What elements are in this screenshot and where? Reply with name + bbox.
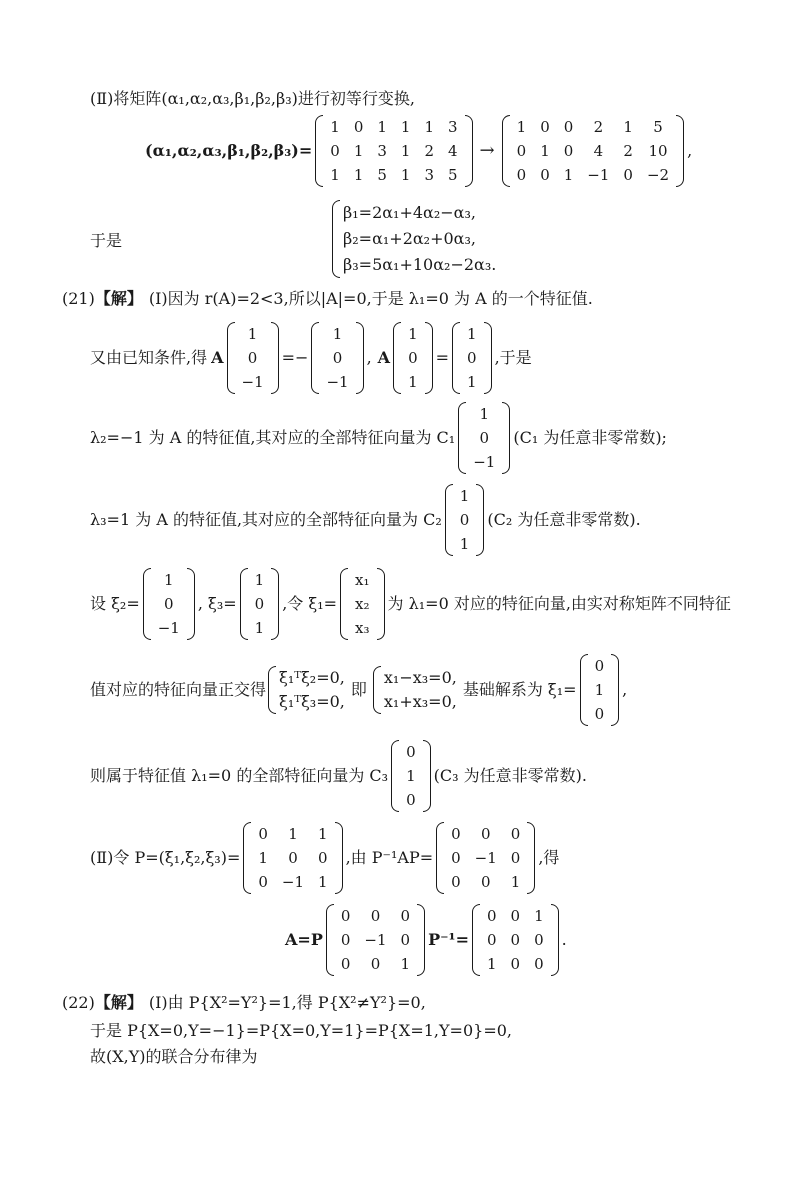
matrix-cell: 0 [370,907,381,925]
matrix-cell: 1 [408,325,418,343]
matrix-cell: 10 [648,142,668,160]
matrix-cell: −1 [281,873,305,891]
system-row: x₁−x₃=0, [383,668,457,687]
matrix-cell: 0 [258,873,268,891]
matrix-cell: 1 [318,825,328,843]
matrix-cell: 0 [480,825,491,843]
matrix-P [243,822,342,894]
matrix-cell: 1 [594,681,605,699]
matrix-cell: 0 [400,907,411,925]
matrix-cell: 0 [247,349,258,367]
matrix-cell: 0 [254,595,265,613]
matrix-cell: 1 [467,325,477,343]
matrix-diagonal [436,822,535,894]
vector-1-0-1 [393,322,433,394]
matrix-cell: 1 [258,849,268,867]
row-reduce-arrow: → [479,140,495,161]
matrix-cell: 1 [400,142,411,160]
matrix-cell: 0 [400,931,411,949]
vector-1-0-neg1-b [311,322,363,394]
matrix-cell: 1 [516,118,527,136]
eigvec-lambda3 [445,484,485,556]
q21-number: (21) [62,289,95,308]
vector-xi2 [143,568,195,640]
matrix-cell: 1 [459,487,470,505]
system-row: β₁=2α₁+4α₂−α₃, [343,203,476,222]
q21-line5: 设 ξ₂= 1 0 −1 , ξ₃= 1 0 1 ,令 ξ₁= x₁ x₂ x₃ 为 λ₁=0 对应的特征向量,由实对称矩阵不同特征 [90,568,731,640]
matrix-cell: −1 [157,619,180,637]
matrix-cell: −1 [474,849,497,867]
matrix-cell: 0 [318,849,328,867]
matrix-cell: 1 [318,873,328,891]
matrix-augmented-right [502,115,684,187]
matrix-cell: 1 [353,142,364,160]
matrix-cell: 1 [479,405,490,423]
matrix-cell: 5 [377,166,387,184]
matrix-cell: 4 [593,142,604,160]
matrix-cell: 0 [340,931,351,949]
matrix-cell: 1 [563,166,574,184]
matrix-cell: 1 [424,118,434,136]
matrix-cell: 2 [593,118,604,136]
matrix-cell: 1 [164,571,174,589]
q21-line1: (21) 【解】 (Ⅰ)因为 r(A)=2<3,所以|A|=0,于是 λ₁=0 为 A 的一个特征值. [62,289,593,308]
matrix-cell: 0 [486,931,497,949]
matrix-cell: 1 [400,166,411,184]
matrix-cell: 1 [330,166,340,184]
matrix-cell: 1 [534,907,544,925]
matrix-cell: 0 [510,825,521,843]
q20-part2-intro: (Ⅱ)将矩阵(α₁,α₂,α₃,β₁,β₂,β₃)进行初等行变换, [90,89,416,108]
basis-vector-xi1 [580,654,620,726]
matrix-cell: 1 [254,619,265,637]
vector-1-0-1-b [452,322,492,394]
matrix-cell: 0 [408,349,418,367]
matrix-cell: 1 [406,767,416,785]
matrix-diagonal-b [326,904,425,976]
matrix-cell: 0 [406,743,416,761]
matrix-cell: x₁ [355,571,370,589]
matrix-cell: 0 [340,955,351,973]
matrix-cell: 0 [451,825,461,843]
matrix-cell: 0 [623,166,633,184]
system-row: x₁+x₃=0, [383,692,457,711]
linear-system [373,666,457,714]
q20-so-label: 于是 [90,231,123,250]
q21-line4: λ₃=1 为 A 的特征值,其对应的全部特征向量为 C₂ 1 0 1 (C₂ 为任意非零常数). [90,484,641,556]
vector-1-0-neg1 [227,322,279,394]
matrix-cell: 1 [330,118,340,136]
matrix-cell: 0 [563,142,574,160]
matrix-cell: 1 [400,118,411,136]
orthogonality-system [268,666,345,714]
q21-line2: 又由已知条件,得 A 1 0 −1 =− 1 0 −1 , A 1 0 1 = 1 0 1 ,于是 [90,322,532,394]
system-row: ξ₁ᵀξ₃=0, [279,692,345,711]
matrix-cell: 0 [479,429,490,447]
matrix-cell: −1 [326,373,349,391]
matrix-cell: 5 [448,166,458,184]
matrix-cell: 1 [540,142,550,160]
vector-xi1-unknown [340,568,384,640]
matrix-cell: 0 [563,118,574,136]
matrix-cell: 0 [594,657,605,675]
q20-lhs: (α₁,α₂,α₃,β₁,β₂,β₃)= [145,141,313,160]
matrix-cell: 0 [459,511,470,529]
matrix-cell: −1 [241,373,264,391]
matrix-cell: 1 [459,535,470,553]
matrix-cell: 2 [424,142,434,160]
matrix-cell: −2 [646,166,670,184]
q20-beta-system [332,200,496,278]
matrix-cell: 0 [288,849,298,867]
beta-system-brace [332,200,496,278]
matrix-cell: 4 [448,142,458,160]
matrix-cell: 0 [332,349,343,367]
matrix-cell: 1 [247,325,258,343]
matrix-cell: 0 [340,907,351,925]
q22-line3: 故(X,Y)的联合分布律为 [90,1047,258,1066]
matrix-cell: 3 [377,142,387,160]
matrix-cell: −1 [587,166,610,184]
q21-line8: (Ⅱ)令 P=(ξ₁,ξ₂,ξ₃)= 0 1 1 1 0 0 0 −1 1 ,由 P⁻¹AP= 0 0 0 0 −1 0 0 0 1 ,得 [90,822,559,894]
q21-solution-tag: 【解】 [94,289,143,308]
matrix-A-result [472,904,559,976]
matrix-cell: 2 [623,142,633,160]
matrix-cell: 1 [400,955,411,973]
matrix-cell: 0 [451,849,461,867]
matrix-cell: 0 [510,849,521,867]
system-row: β₂=α₁+2α₂+0α₃, [343,229,476,248]
q20-matrix-equation: (α₁,α₂,α₃,β₁,β₂,β₃)= 1 0 1 1 1 3 0 1 3 1 2 4 1 1 5 1 3 5 → 1 0 0 2 1 5 0 1 0 4 2 10 0 0 1 −1 0 −2 , [145,115,692,187]
q22-line1: (22) 【解】 (Ⅰ)由 P{X²=Y²}=1,得 P{X²≠Y²}=0, [62,993,426,1012]
matrix-cell: 0 [451,873,461,891]
matrix-cell: 0 [540,118,550,136]
matrix-cell: −1 [473,453,496,471]
matrix-cell: 1 [467,373,477,391]
matrix-cell: 1 [623,118,633,136]
vector-xi3 [240,568,280,640]
matrix-cell: 0 [258,825,268,843]
matrix-cell: x₃ [355,619,370,637]
matrix-cell: 1 [408,373,418,391]
matrix-cell: 1 [486,955,497,973]
matrix-cell: 0 [510,955,521,973]
matrix-cell: 1 [254,571,265,589]
matrix-cell: 5 [653,118,663,136]
eigvec-lambda2 [458,402,510,474]
matrix-cell: 3 [448,118,458,136]
q21-line9: A=P 0 0 0 0 −1 0 0 0 1 P⁻¹= 0 0 1 0 0 0 1 0 0 . [285,904,567,976]
q22-number: (22) [62,993,95,1012]
matrix-cell: 1 [510,873,521,891]
matrix-cell: 0 [370,955,381,973]
matrix-cell: 0 [510,931,521,949]
matrix-cell: 0 [480,873,491,891]
matrix-cell: 1 [353,166,364,184]
matrix-cell: 0 [330,142,340,160]
matrix-cell: 0 [486,907,497,925]
matrix-cell: −1 [364,931,387,949]
matrix-cell: 0 [510,907,521,925]
matrix-cell: 1 [288,825,298,843]
matrix-cell: 0 [594,705,605,723]
matrix-cell: x₂ [355,595,370,613]
matrix-cell: 0 [540,166,550,184]
matrix-cell: 0 [534,955,544,973]
matrix-augmented-left [315,115,472,187]
q21-line6: 值对应的特征向量正交得 ξ₁ᵀξ₂=0, ξ₁ᵀξ₃=0, 即 x₁−x₃=0, x₁+x₃=0, 基础解系为 ξ₁= 0 1 0 , [90,654,627,726]
matrix-cell: 0 [353,118,364,136]
eigvec-lambda1 [391,740,431,812]
matrix-cell: 3 [424,166,434,184]
system-row: β₃=5α₁+10α₂−2α₃. [343,255,497,274]
matrix-cell: 1 [332,325,343,343]
q21-line3: λ₂=−1 为 A 的特征值,其对应的全部特征向量为 C₁ 1 0 −1 (C₁ 为任意非零常数); [90,402,667,474]
matrix-cell: 0 [516,166,527,184]
q21-line7: 则属于特征值 λ₁=0 的全部特征向量为 C₃ 0 1 0 (C₃ 为任意非零常数). [90,740,587,812]
matrix-cell: 0 [534,931,544,949]
system-row: ξ₁ᵀξ₂=0, [279,668,345,687]
matrix-cell: 0 [164,595,174,613]
q22-line2: 于是 P{X=0,Y=−1}=P{X=0,Y=1}=P{X=1,Y=0}=0, [90,1021,512,1040]
q22-solution-tag: 【解】 [94,993,143,1012]
matrix-cell: 0 [406,791,416,809]
matrix-cell: 0 [467,349,477,367]
matrix-cell: 1 [377,118,387,136]
matrix-cell: 0 [516,142,527,160]
